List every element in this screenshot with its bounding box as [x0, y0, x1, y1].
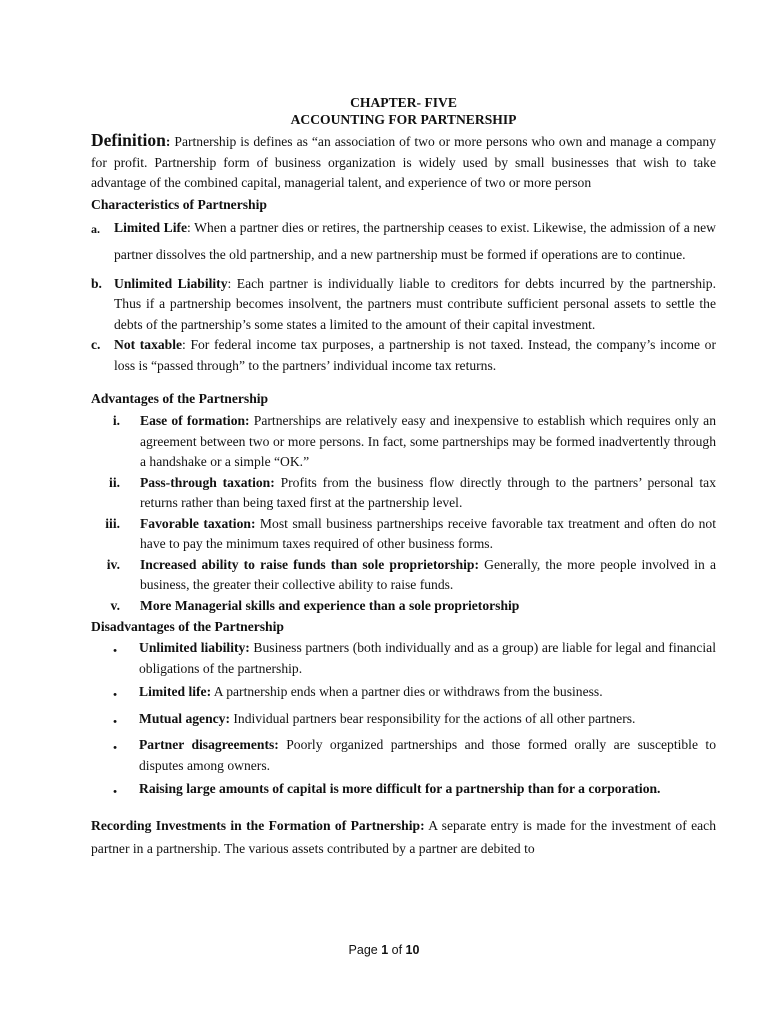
list-item: [91, 411, 716, 473]
list-item-term: Favorable taxation:: [140, 515, 256, 531]
bullet-icon: •: [113, 689, 117, 701]
definition-colon: :: [165, 134, 171, 149]
recording-text: A separate entry is made for the investment of each partner in a partnership. The various assets contributed by a partner are debited to: [91, 817, 716, 856]
list-item-text: Partner disagreements: Poorly organized partnerships and those formed orally are susceptible to disputes among owners.: [139, 737, 716, 773]
list-item: [91, 214, 716, 268]
list-item: [91, 514, 716, 555]
list-item-text: Limited Life: When a partner dies or retires, the partnership ceases to exist. Likewise, the admission of a new partner dissolves the old partnership, and a new partnership must be formed if operations are to continue.: [114, 219, 716, 262]
list-item-term: Raising large amounts of capital is more difficult for a partnership than for a corporation.: [139, 781, 661, 796]
list-item: [91, 709, 716, 733]
definition-text: Partnership is defines as “an association of two or more persons who own and manage a company for profit. Partnership form of business organization is widely used by small businesses that wish to take advantage of the combined capital, managerial talent, and experience of two or more person: [91, 134, 716, 190]
bullet-icon: •: [113, 715, 117, 728]
page-footer: [0, 943, 768, 957]
page-number: 1: [381, 943, 389, 957]
characteristics-list: [91, 214, 716, 377]
list-item: [91, 779, 716, 803]
list-item-text: [140, 596, 716, 617]
advantages-list: [91, 411, 716, 616]
list-item-term: Limited life:: [139, 684, 212, 699]
advantages-heading: Advantages of the Partnership: [91, 391, 269, 406]
definition-paragraph: [91, 130, 716, 194]
list-marker: ii.: [109, 474, 120, 490]
list-item-text: Limited life: A partnership ends when a partner dies or withdraws from the business.: [139, 684, 603, 699]
list-marker: b.: [91, 275, 102, 291]
list-item-text: Increased ability to raise funds than sole proprietorship: Generally, the more people involved in a business, the greater their collective ability to raise funds.: [140, 556, 716, 592]
list-item-term: Increased ability to raise funds than sole proprietorship:: [140, 556, 480, 572]
list-item-term: Mutual agency:: [139, 710, 230, 726]
recording-paragraph: [91, 814, 716, 860]
bullet-icon: •: [113, 742, 117, 754]
list-item-text: [139, 779, 716, 800]
chapter-title: ACCOUNTING FOR PARTNERSHIP: [290, 112, 517, 127]
list-item: [91, 335, 716, 376]
list-item-term: More Managerial skills and experience than a sole proprietorship: [140, 597, 520, 613]
list-item-text: Pass-through taxation: Profits from the business flow directly through to the partners’ personal tax returns rather than being taxed first at the partnership level.: [140, 474, 716, 510]
list-item-text: Unlimited liability: Business partners (both individually and as a group) are liable for legal and financial obligations of the partnership.: [139, 640, 716, 676]
bullet-icon: •: [113, 786, 117, 798]
list-item-term: Partner disagreements:: [139, 737, 279, 752]
recording-term: Recording Investments in the Formation of Partnership:: [91, 817, 425, 833]
list-item-text: Unlimited Liability: Each partner is individually liable to creditors for debts incurred by the partnership. Thus if a partnership becomes insolvent, the partners must contribute sufficient personal assets to settle the debts of the partnership’s some states a limited to the amount of their capital investment.: [114, 275, 716, 332]
list-item: [91, 682, 716, 706]
list-item-text: Favorable taxation: Most small business partnerships receive favorable tax treatment and often do not have to pay the minimum taxes required of other business forms.: [140, 515, 716, 551]
list-item-text: Not taxable: For federal income tax purposes, a partnership is not taxed. Instead, the company’s income or loss is “passed through” to the partners’ individual income tax returns.: [114, 337, 716, 373]
list-item-term: Not taxable: [114, 337, 183, 352]
list-marker: i.: [112, 413, 120, 428]
list-marker: a.: [91, 221, 100, 236]
list-item-term: Limited Life: [114, 219, 188, 235]
list-marker: iii.: [105, 515, 120, 531]
list-item: [91, 638, 716, 679]
list-item-term: Unlimited liability:: [139, 640, 250, 655]
characteristics-heading: Characteristics of Partnership: [91, 196, 267, 212]
list-item: [91, 555, 716, 596]
list-marker: c.: [91, 337, 101, 352]
list-item: [91, 274, 716, 336]
bullet-icon: •: [113, 645, 117, 657]
disadvantages-heading: Disadvantages of the Partnership: [91, 619, 284, 634]
definition-term: Definition: [91, 130, 166, 150]
list-item: [91, 735, 716, 776]
list-item-term: Ease of formation:: [140, 413, 250, 428]
disadvantages-list: [91, 638, 716, 803]
list-item-term: Unlimited Liability: [114, 275, 228, 291]
chapter-number: CHAPTER- FIVE: [350, 95, 457, 110]
list-item: [91, 473, 716, 514]
list-item: [91, 596, 716, 617]
list-marker: v.: [110, 597, 120, 613]
page-total: 10: [405, 943, 420, 957]
list-item-text: Mutual agency: Individual partners bear responsibility for the actions of all other partners.: [139, 710, 636, 726]
list-marker: iv.: [106, 556, 120, 572]
page-word: Page: [348, 943, 382, 957]
of-word: of: [388, 943, 406, 957]
list-item-text: Ease of formation: Partnerships are relatively easy and inexpensive to establish which requires only an agreement between two or more persons. In fact, some partnerships may be formed inadvertently through a handshake or a simple “OK.”: [140, 413, 717, 469]
list-item-term: Pass-through taxation:: [140, 474, 275, 490]
